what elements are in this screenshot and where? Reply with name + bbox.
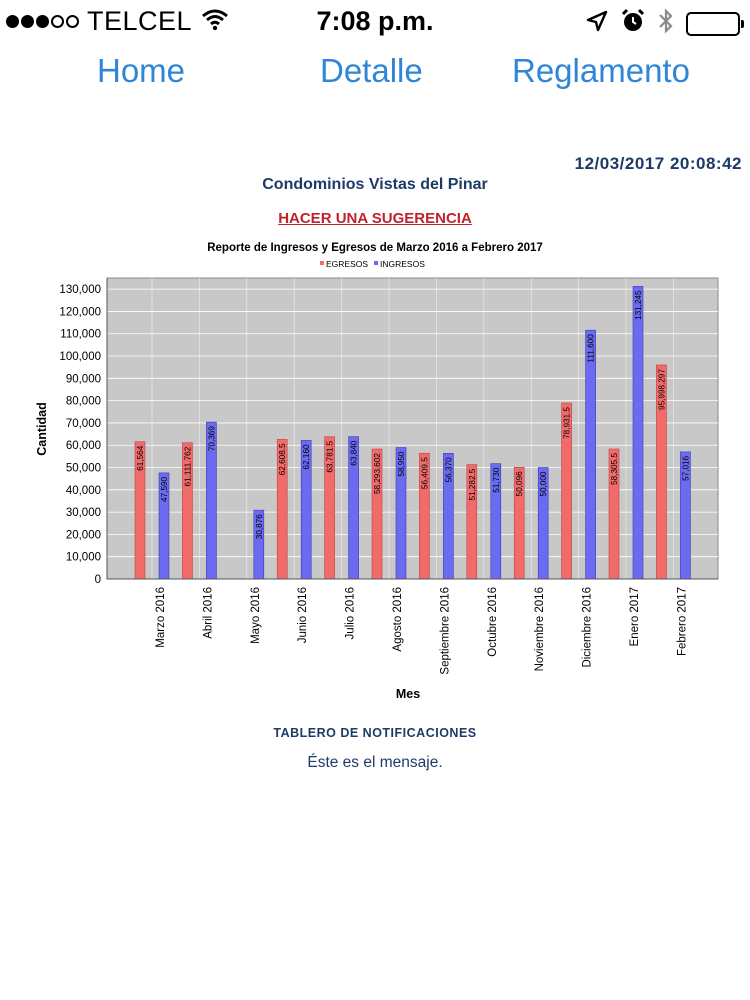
bar bbox=[633, 286, 643, 579]
x-axis-label: Mes bbox=[395, 687, 421, 701]
bar-data-label: 47,590 bbox=[160, 476, 169, 502]
bar-data-label: 50,096 bbox=[515, 471, 525, 497]
x-tick-label: Diciembre 2016 bbox=[581, 587, 594, 668]
status-time: 7:08 p.m. bbox=[316, 6, 434, 36]
x-tick-label: Enero 2017 bbox=[629, 587, 641, 647]
x-tick-label: Abril 2016 bbox=[202, 587, 215, 639]
plot-area bbox=[107, 278, 718, 579]
bar-data-label: 63,781.5 bbox=[325, 440, 335, 473]
alarm-clock-icon bbox=[620, 8, 646, 39]
legend-entry: INGRESOS bbox=[380, 259, 425, 269]
y-tick-label: 0 bbox=[94, 574, 101, 586]
income-expense-chart bbox=[30, 254, 730, 714]
bar-data-label: 62,608.5 bbox=[278, 443, 288, 476]
bar-data-label: 63,840 bbox=[349, 440, 359, 466]
carrier-name: TELCEL bbox=[87, 6, 193, 36]
legend-swatch bbox=[374, 261, 378, 265]
x-tick-label: Mayo 2016 bbox=[249, 587, 262, 644]
x-tick-label: Marzo 2016 bbox=[155, 587, 167, 648]
y-tick-label: 120,000 bbox=[59, 306, 101, 319]
notification-message: Éste es el mensaje. bbox=[307, 754, 443, 771]
y-tick-label: 110,000 bbox=[60, 328, 101, 341]
bar-data-label: 61,111.762 bbox=[183, 446, 193, 487]
report-timestamp: 12/03/2017 20:08:42 bbox=[574, 154, 742, 173]
x-tick-label: Agosto 2016 bbox=[392, 587, 404, 652]
top-nav bbox=[0, 52, 750, 92]
bar-data-label: 70,369 bbox=[207, 426, 217, 452]
bar-data-label: 78,931.5 bbox=[562, 407, 572, 439]
x-tick-label: Septiembre 2016 bbox=[439, 587, 452, 675]
y-tick-label: 20,000 bbox=[65, 529, 101, 542]
y-tick-label: 70,000 bbox=[65, 417, 101, 430]
bar bbox=[586, 330, 596, 579]
bar-data-label: 51,282.5 bbox=[467, 468, 477, 501]
status-right bbox=[586, 8, 740, 39]
x-tick-label: Junio 2016 bbox=[297, 587, 310, 644]
location-arrow-icon bbox=[586, 10, 608, 37]
nav-reglamento-link[interactable]: Reglamento bbox=[512, 52, 690, 89]
nav-home-link[interactable]: Home bbox=[97, 52, 186, 89]
x-tick-label: Octubre 2016 bbox=[486, 587, 499, 657]
y-tick-label: 40,000 bbox=[65, 484, 101, 497]
bar-data-label: 95,998.297 bbox=[657, 368, 667, 410]
bar-data-label: 58,305.5 bbox=[610, 453, 619, 485]
bar-data-label: 56,409.5 bbox=[420, 457, 430, 490]
y-tick-label: 80,000 bbox=[65, 395, 101, 408]
y-tick-label: 10,000 bbox=[65, 551, 101, 564]
bar-data-label: 51,730 bbox=[491, 467, 501, 493]
bar-data-label: 61,564 bbox=[136, 445, 145, 471]
bar-data-label: 50,000 bbox=[539, 471, 549, 497]
chart-title: Reporte de Ingresos y Egresos de Marzo 2016 a Febrero 2017 bbox=[207, 242, 543, 254]
status-bar bbox=[0, 0, 750, 48]
y-tick-label: 30,000 bbox=[65, 507, 101, 520]
y-tick-label: 60,000 bbox=[65, 440, 101, 453]
bar-data-label: 131,245 bbox=[634, 290, 643, 320]
bar-data-label: 62,160 bbox=[302, 444, 312, 470]
x-tick-label: Febrero 2017 bbox=[676, 587, 689, 657]
y-tick-label: 50,000 bbox=[65, 462, 101, 475]
y-axis-label: Cantidad bbox=[35, 402, 49, 456]
x-tick-label: Noviembre 2016 bbox=[534, 587, 547, 672]
condo-name: Condominios Vistas del Pinar bbox=[262, 176, 488, 193]
bluetooth-icon bbox=[658, 8, 674, 39]
notification-board-title: TABLERO DE NOTIFICACIONES bbox=[273, 726, 477, 740]
bar-data-label: 111,600 bbox=[586, 334, 596, 363]
y-tick-label: 100,000 bbox=[59, 351, 101, 364]
suggestion-link[interactable]: HACER UNA SUGERENCIA bbox=[278, 210, 472, 227]
y-tick-label: 90,000 bbox=[65, 373, 101, 386]
bar-data-label: 57,016 bbox=[681, 455, 691, 481]
x-tick-label: Julio 2016 bbox=[344, 587, 357, 640]
y-tick-label: 130,000 bbox=[59, 284, 101, 297]
bar-data-label: 56,370 bbox=[444, 457, 454, 483]
bar-data-label: 58,950 bbox=[397, 451, 406, 477]
battery-icon bbox=[686, 12, 740, 36]
bar-data-label: 58,293.602 bbox=[373, 453, 382, 495]
bar-data-label: 30,876 bbox=[254, 514, 264, 540]
legend-swatch bbox=[320, 261, 324, 265]
nav-detalle-link[interactable]: Detalle bbox=[320, 52, 423, 89]
legend-entry: EGRESOS bbox=[326, 259, 369, 269]
